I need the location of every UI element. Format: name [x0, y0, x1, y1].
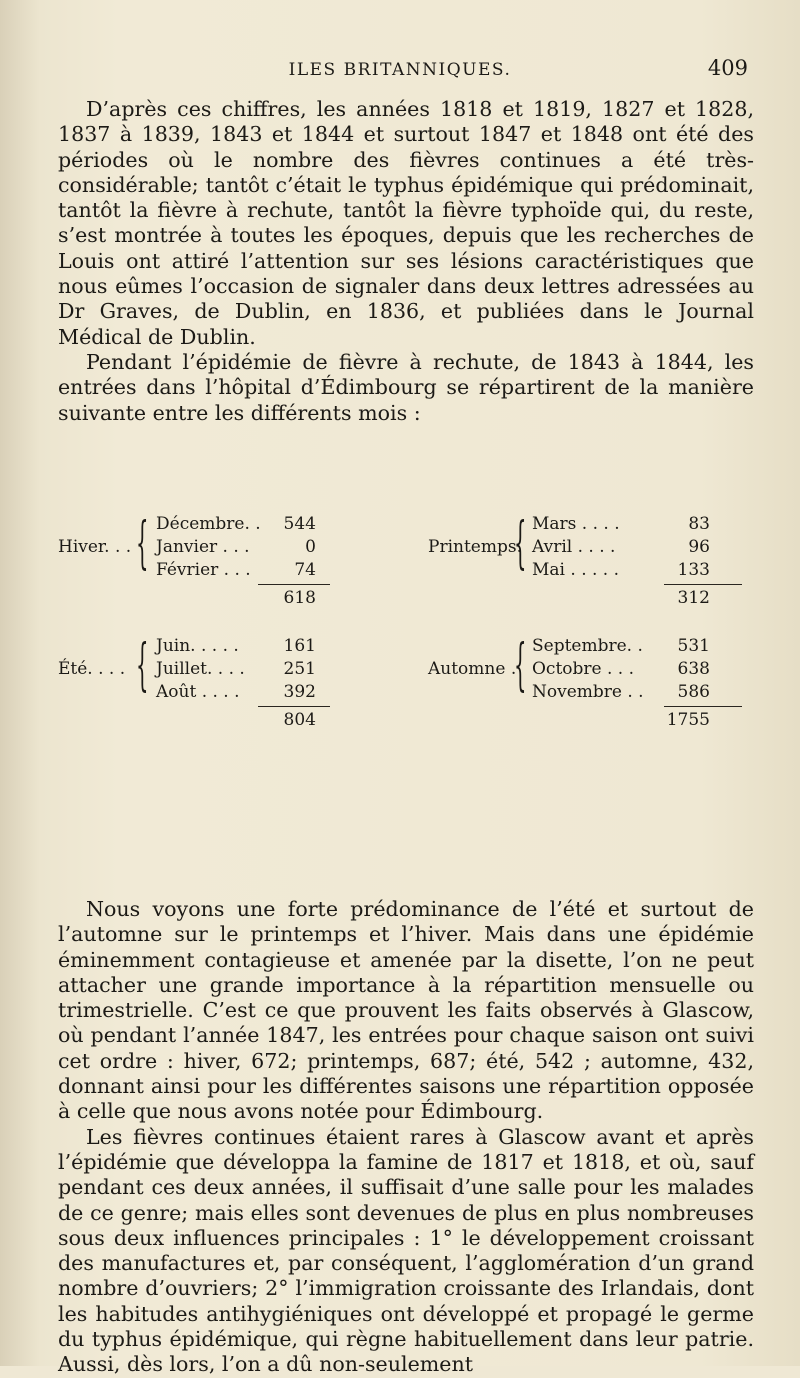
month-label: Avril . . . .	[532, 537, 616, 557]
month-label: Décembre. .	[156, 514, 261, 534]
month-value: 586	[677, 682, 710, 702]
season-label: Été. . . .	[58, 659, 126, 679]
brace-icon: {	[136, 633, 149, 698]
page-number: 409	[707, 56, 748, 80]
month-value: 251	[283, 659, 316, 679]
month-value: 531	[677, 636, 710, 656]
page-header	[0, 52, 800, 92]
season-label: Automne .	[428, 659, 517, 679]
paragraph: D’après ces chiffres, les années 1818 et 1819, 1827 et 1828, 1837 à 1839, 1843 et 1844 et surtout 1847 et 1848 ont été des périodes où le nombre des fièvres continues a été très-considérable; tantôt c’était le typhus épidémique qui prédominait, tantôt la fièvre à rechute, tantôt la fièvre typhoïde qui, du reste, s’est montrée à toutes les époques, depuis que les recherches de Louis ont attiré l’attention sur ses lésions caractéristiques que nous eûmes l’occasion de signaler dans deux lettres adressées au Dr Graves, de Dublin, en 1836, et publiées dans le Journal Médical de Dublin.	[58, 97, 754, 349]
sum-rule	[258, 706, 330, 707]
sum-rule	[258, 584, 330, 585]
month-label: Mars . . . .	[532, 514, 620, 534]
brace-icon: {	[136, 511, 149, 576]
month-value: 638	[677, 659, 710, 679]
month-label: Juin. . . . .	[156, 636, 239, 656]
paragraph: Les fièvres continues étaient rares à Glascow avant et après l’épidémie que développa la famine de 1817 et 1818, et où, sauf pendant ces deux années, il suffisait d’une salle pour les malades de ce genre; mais elles sont devenues de plus en plus nombreuses sous deux influences principales : 1° le développement croissant des manufactures et, par conséquent, l’agglomération d’un grand nombre d’ouvriers; 2° l’immigration croissante des Irlandais, dont les habitudes antihygiéniques ont développé et propagé le germe du typhus épidémique, qui règne habituellement dans leur patrie. Aussi, dès lors, l’on a dû non-seulement	[58, 1124, 754, 1377]
month-label: Juillet. . . .	[156, 659, 245, 679]
month-value: 0	[305, 537, 316, 557]
monthly-admissions-table	[58, 511, 754, 814]
month-label: Mai . . . . .	[532, 560, 620, 580]
text-block-top	[58, 97, 754, 426]
month-value: 133	[677, 560, 710, 580]
month-label: Août . . . .	[156, 682, 240, 702]
text-block-bottom	[58, 897, 754, 1378]
month-value: 544	[283, 514, 316, 534]
brace-icon: {	[514, 511, 527, 576]
month-value: 161	[283, 636, 316, 656]
season-label: Hiver. . .	[58, 537, 132, 557]
month-label: Février . . .	[156, 560, 251, 580]
season-total: 1755	[666, 710, 710, 730]
brace-icon: {	[514, 633, 527, 698]
season-label: Printemps.	[428, 537, 522, 557]
table-group-automne	[428, 633, 754, 786]
running-title: ILES BRITANNIQUES.	[288, 60, 512, 80]
paragraph: Nous voyons une forte prédominance de l’été et surtout de l’automne sur le printemps et l’hiver. Mais dans une épidémie éminemment contagieuse et amenée par la disette, l’on ne peut attacher une grande importance à la répartition mensuelle ou trimestrielle. C’est ce que prouvent les faits observés à Glascow, où pendant l’année 1847, les entrées pour chaque saison ont suivi cet ordre : hiver, 672; printemps, 687; été, 542 ; automne, 432, donnant ainsi pour les différentes saisons une répartition opposée à celle que nous avons notée pour Édimbourg.	[58, 897, 754, 1124]
month-value: 392	[283, 682, 316, 702]
month-value: 74	[294, 560, 316, 580]
month-value: 83	[688, 514, 710, 534]
month-value: 96	[688, 537, 710, 557]
season-total: 618	[283, 588, 316, 608]
month-label: Octobre . . .	[532, 659, 635, 679]
month-label: Septembre. .	[532, 636, 643, 656]
month-label: Novembre . .	[532, 682, 644, 702]
month-label: Janvier . . .	[156, 537, 250, 557]
sum-rule	[664, 706, 742, 707]
table-group-ete	[58, 633, 398, 786]
sum-rule	[664, 584, 742, 585]
paragraph: Pendant l’épidémie de fièvre à rechute, de 1843 à 1844, les entrées dans l’hôpital d’Édimbourg se répartirent de la manière suivante entre les différents mois :	[58, 349, 754, 425]
season-total: 312	[677, 588, 710, 608]
season-total: 804	[283, 710, 316, 730]
